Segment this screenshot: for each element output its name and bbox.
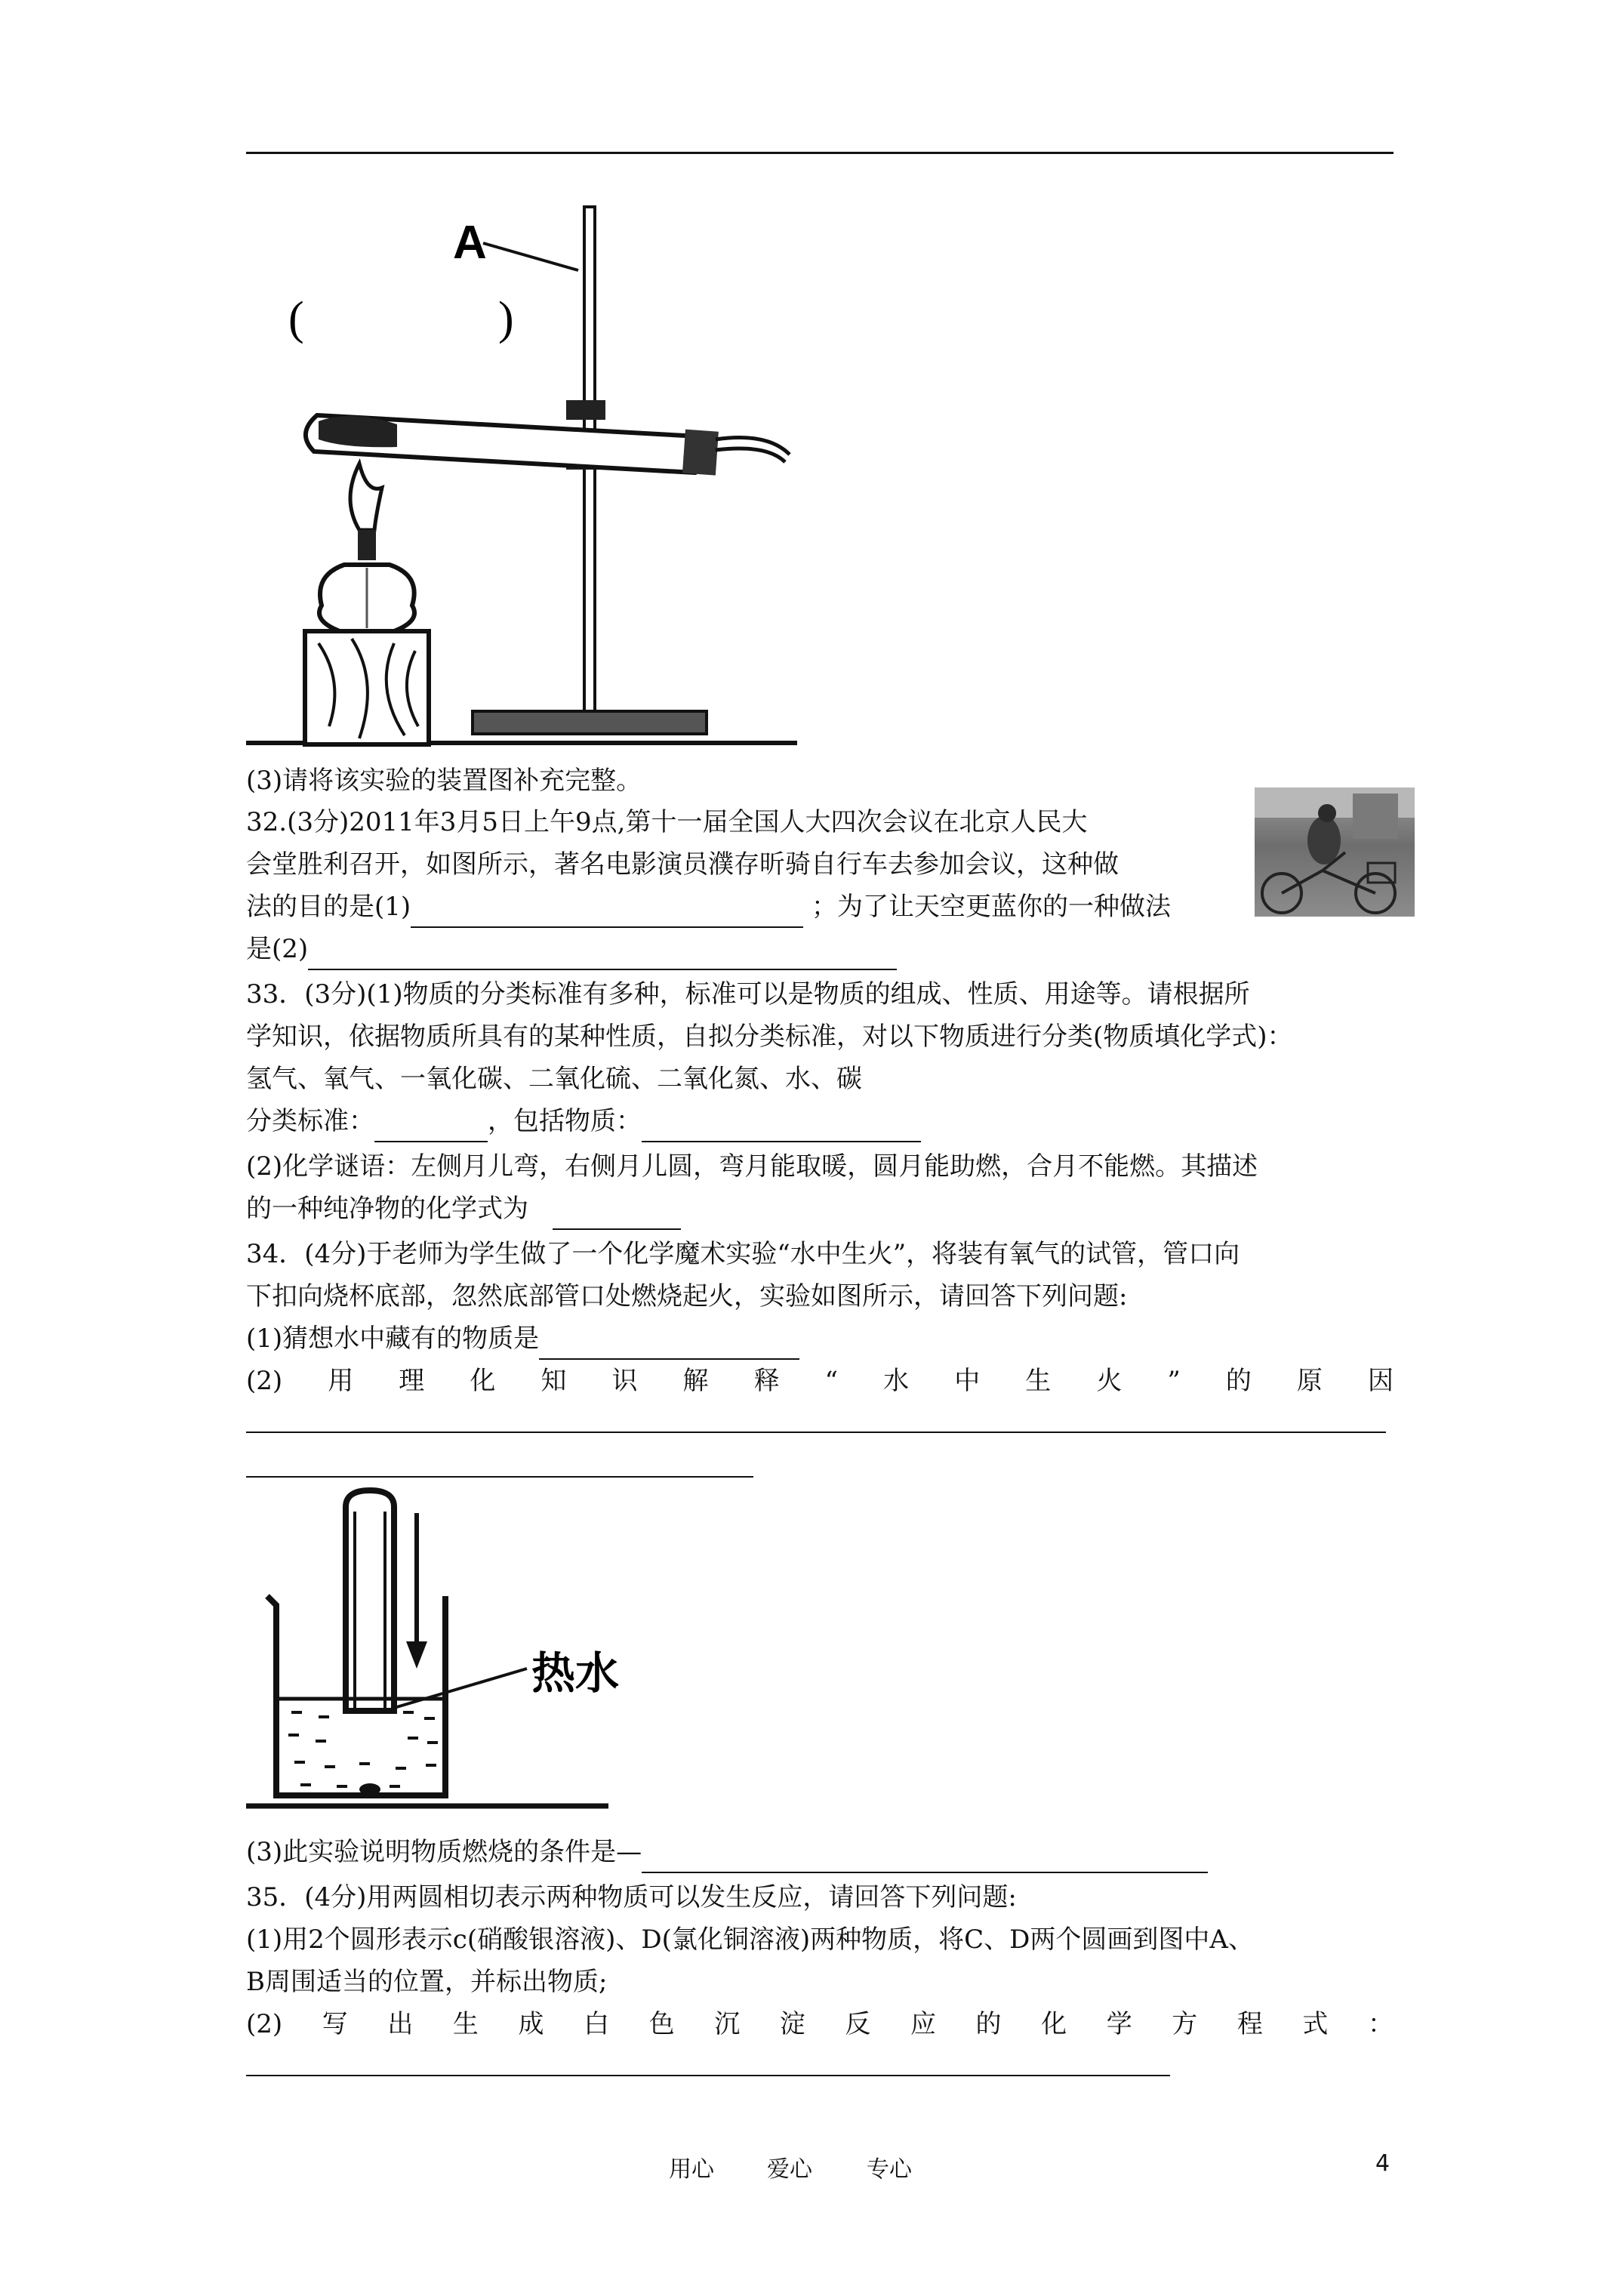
q34-word: 化	[470, 1366, 496, 1396]
q35-word: 学	[1106, 2009, 1132, 2039]
q33-line6	[246, 1188, 681, 1230]
q35-line1: 35．(4分)用两圆相切表示两种物质可以发生反应，请回答下列问题:	[246, 1882, 1017, 1912]
q33-line4-start: 分类标准：	[246, 1106, 374, 1136]
q34-word: 释	[753, 1366, 780, 1396]
q34-line4	[246, 1360, 1394, 1402]
q32-line3-start: 法的目的是(1)	[246, 892, 411, 922]
q35-word: 色	[648, 2009, 675, 2039]
label-a: A	[453, 217, 487, 269]
q34-answer-line2[interactable]	[246, 1476, 753, 1478]
q33-line4	[246, 1100, 921, 1142]
q34-word: “	[824, 1366, 839, 1396]
q34-word: 识	[611, 1366, 638, 1396]
beaker-figure	[246, 1484, 669, 1824]
q35-word: 写	[322, 2009, 348, 2039]
q32-answer2-blank[interactable]	[308, 938, 897, 970]
q32-answer1-blank[interactable]	[411, 896, 803, 928]
q34-line1: 34．(4分)于老师为学生做了一个化学魔术实验“水中生火”，将装有氧气的试管，管口向	[246, 1239, 1240, 1269]
q34-word: 火	[1096, 1366, 1123, 1396]
q35-line4	[246, 2003, 1394, 2045]
footer-item3: 专心	[867, 2156, 912, 2183]
q33-line2: 学知识，依据物质所具有的某种性质，自拟分类标准，对以下物质进行分类(物质填化学式)：	[246, 1022, 1293, 1052]
q33-line3: 氢气、氧气、一氧化碳、二氧化硫、二氧化氮、水、碳	[246, 1064, 862, 1094]
q35-word: 应	[910, 2009, 936, 2039]
q32-line4-start: 是(2)	[246, 934, 309, 964]
q33-substances-blank[interactable]	[642, 1111, 921, 1142]
q34-word: 中	[954, 1366, 981, 1396]
q34-line3	[246, 1318, 799, 1360]
q35-word: 化	[1041, 2009, 1067, 2039]
q34-line3-start: (1)猜想水中藏有的物质是	[246, 1324, 540, 1354]
q35-word: 式	[1302, 2009, 1329, 2039]
q35-word: 的	[975, 2009, 1002, 2039]
q34-word: 水	[883, 1366, 910, 1396]
q34-word: ”	[1167, 1366, 1181, 1396]
q35-word: 方	[1172, 2009, 1198, 2039]
q34-line2: 下扣向烧杯底部，忽然底部管口处燃烧起火，实验如图所示，请回答下列问题:	[246, 1281, 1128, 1311]
page-number: 4	[1375, 2150, 1390, 2177]
q34-word: 理	[399, 1366, 425, 1396]
header-rule	[246, 152, 1394, 154]
q35-word: 白	[584, 2009, 610, 2039]
q34-word: 原	[1296, 1366, 1323, 1396]
q35-word: 反	[845, 2009, 871, 2039]
q34-guess-blank[interactable]	[539, 1328, 799, 1360]
q35-line3: B周围适当的位置，并标出物质;	[246, 1967, 608, 1997]
q34-answer-line1[interactable]	[246, 1432, 1386, 1433]
footer-item2: 爱心	[767, 2156, 812, 2183]
q35-word: 生	[452, 2009, 479, 2039]
q34-word: 生	[1025, 1366, 1052, 1396]
q34-condition-blank[interactable]	[642, 1841, 1208, 1873]
q32-line1: 32.(3分)2011年3月5日上午9点,第十一届全国人大四次会议在北京人民大	[246, 807, 1088, 837]
q33-standard-blank[interactable]	[374, 1111, 488, 1142]
q35-word: 程	[1236, 2009, 1263, 2039]
q34-word: 的	[1225, 1366, 1252, 1396]
q33-line6-start: 的一种纯净物的化学式为	[246, 1194, 528, 1224]
q34-word: 知	[540, 1366, 567, 1396]
q33-formula-blank[interactable]	[553, 1198, 681, 1230]
q35-word: ：	[1368, 2009, 1394, 2039]
q34-word: 解	[682, 1366, 709, 1396]
bicycle-photo	[1255, 787, 1415, 917]
q34-word: (2)	[246, 1366, 283, 1396]
q35-word: 沉	[714, 2009, 741, 2039]
q35-word: 成	[518, 2009, 544, 2039]
q35-word: 淀	[779, 2009, 805, 2039]
q31-part3: (3)请将该实验的装置图补充完整。	[246, 766, 642, 796]
q33-line1: 33．(3分)(1)物质的分类标准有多种，标准可以是物质的组成、性质、用途等。请根据所	[246, 979, 1250, 1009]
q34-line5	[246, 1831, 1208, 1873]
q35-line2: (1)用2个圆形表示c(硝酸银溶液)、D(氯化铜溶液)两种物质，将C、D两个圆画到图中A、	[246, 1925, 1254, 1955]
paren-right: )	[498, 293, 514, 344]
q34-word: 用	[328, 1366, 354, 1396]
q35-answer-line[interactable]	[246, 2075, 1170, 2076]
footer-item1: 用心	[669, 2156, 714, 2183]
q32-line3	[246, 886, 1171, 928]
q35-word: 出	[387, 2009, 414, 2039]
q32-line3-end: ；为了让天空更蓝你的一种做法	[811, 892, 1171, 922]
q33-line4-mid: ，包括物质：	[488, 1106, 642, 1136]
q32-line2: 会堂胜利召开，如图所示，著名电影演员濮存昕骑自行车去参加会议，这种做	[246, 849, 1119, 880]
q32-line4	[246, 928, 897, 970]
q34-line5-start: (3)此实验说明物质燃烧的条件是—	[246, 1837, 642, 1867]
apparatus-figure	[246, 198, 805, 753]
q34-word: 因	[1367, 1366, 1394, 1396]
q33-line5: (2)化学谜语：左侧月儿弯，右侧月儿圆，弯月能取暖，圆月能助燃，合月不能燃。其描述	[246, 1151, 1258, 1182]
label-hot-water: 热水	[531, 1647, 620, 1699]
paren-left: (	[288, 293, 304, 344]
q35-word: (2)	[246, 2009, 283, 2039]
